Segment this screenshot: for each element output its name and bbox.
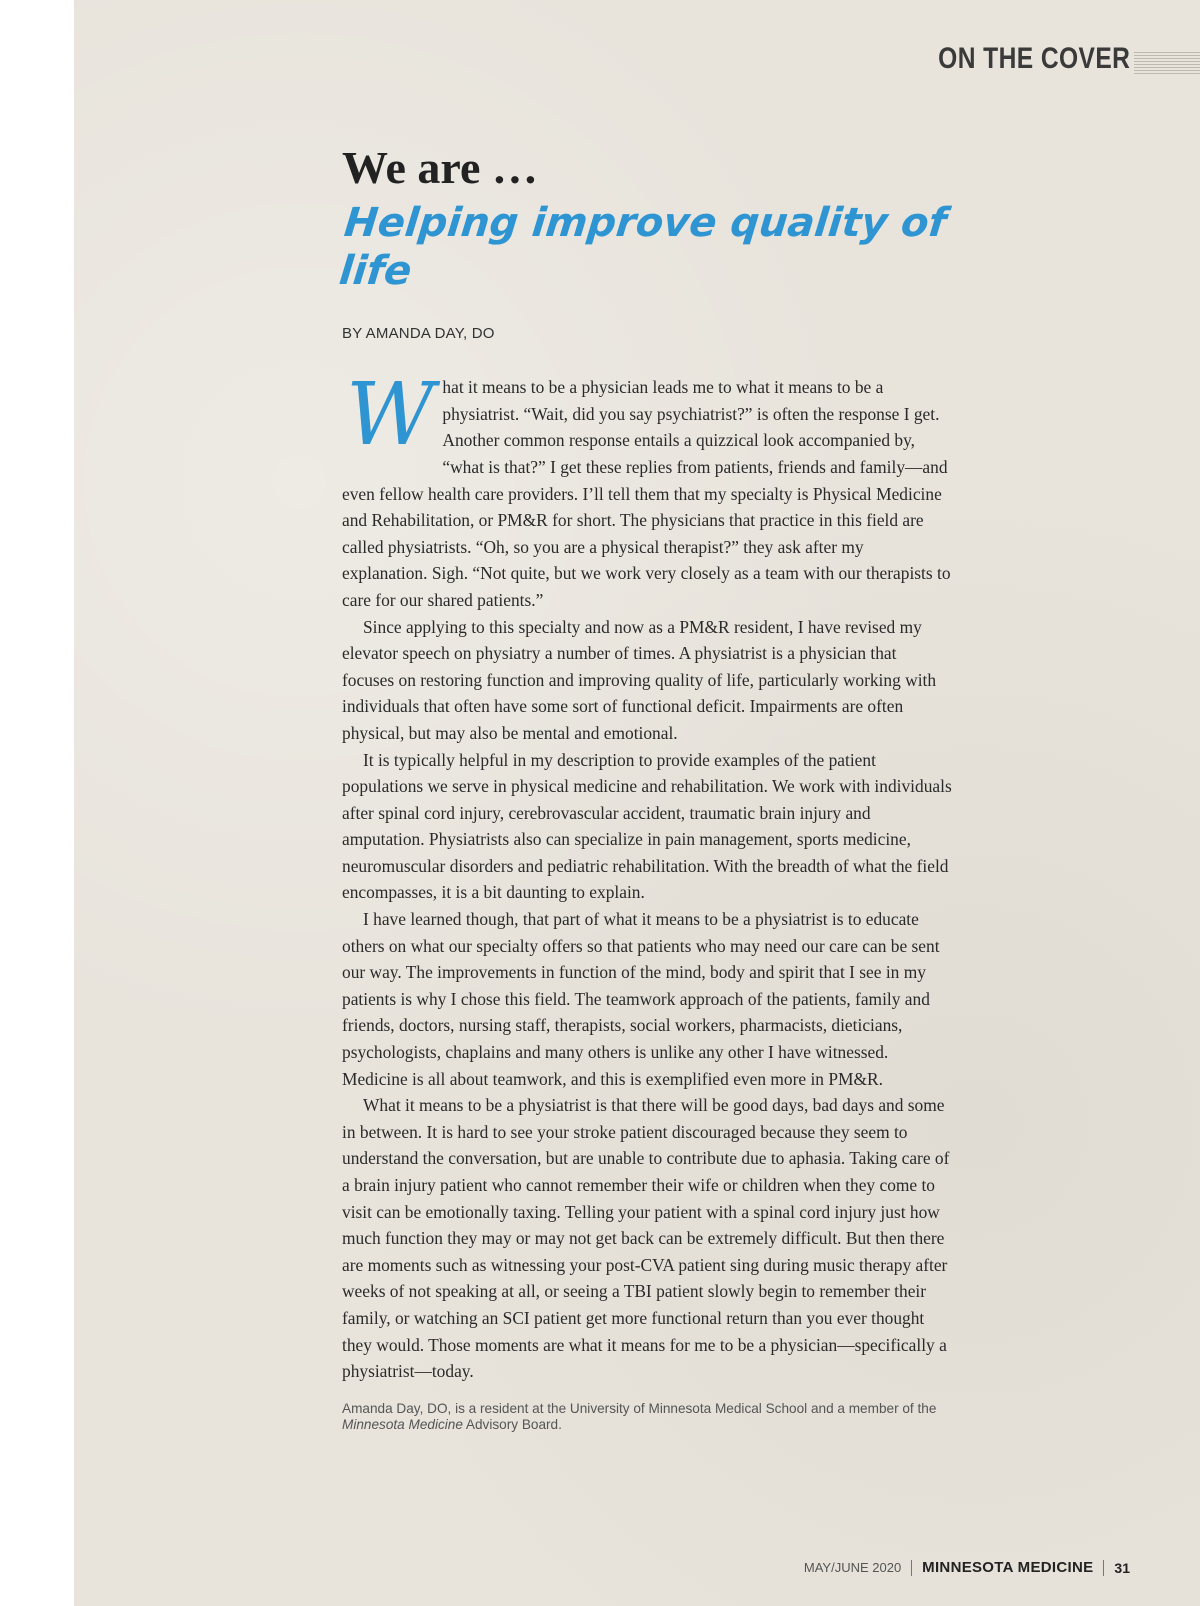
page-number: 31 <box>1114 1559 1130 1576</box>
drop-cap: W <box>346 365 435 466</box>
article-title: We are … <box>342 142 538 193</box>
paragraph-3: It is typically helpful in my description to provide examples of the patient populations we serve in physical medicine and rehabilitation. We work with individuals after spinal cord injury, cerebrovascular accident, traumatic brain injury and amputation. Physiatrists also can specialize in pain management, sports medicine, neuromuscular disorders and pediatric rehabilitation. With the breadth of what the field encompasses, it is a bit daunting to explain. <box>342 749 952 903</box>
section-label: ON THE COVER <box>937 42 1130 75</box>
bio-text-end: Advisory Board. <box>462 1416 562 1432</box>
footer-divider <box>1103 1560 1104 1576</box>
paragraph-4: I have learned though, that part of what it means to be a physiatrist is to educate others on what our specialty offers so that patients who may need our care can be sent our way. The improvements in function of the mind, body and spirit that I see in my patients is why I chose this field. The teamwork approach of the patients, family and friends, doctors, nursing staff, therapists, social workers, pharmacists, dieticians, psychologists, chaplains and many others is unlike any other I have witnessed. Medicine is all about teamwork, and this is exemplified even more in PM&R. <box>342 909 940 1089</box>
magazine-name: MINNESOTA MEDICINE <box>922 1559 1094 1576</box>
bio-publication-name: Minnesota Medicine <box>342 1416 463 1432</box>
bio-text-start: Amanda Day, DO, is a resident at the University of Minnesota Medical School and a member of the <box>342 1400 937 1416</box>
article <box>337 140 952 1433</box>
paragraph-1-text: hat it means to be a physician leads me to what it means to be a physiatrist. “Wait, did you say psychiatrist?” is often the response I get. Another common response entails a quizzical look accompanied by, “what is that?” I get these replies from patients, friends and family—and even fellow health care providers. I’ll tell them that my specialty is Physical Medicine and Rehabilitation, or PM&R for short. The physicians that practice in this field are called physiatrists. “Oh, so you are a physical therapist?” they ask after my explanation. Sigh. “Not quite, but we work very closely as a team with our therapists to care for our shared patients.” <box>342 377 951 610</box>
paragraph-2: Since applying to this specialty and now as a PM&R resident, I have revised my elevator speech on physiatry a number of times. A physiatrist is a physician that focuses on restoring function and improving quality of life, particularly working with individuals that often have some sort of functional deficit. Impairments are often physical, but may also be mental and emotional. <box>342 616 937 743</box>
article-subtitle: Helping improve quality of life <box>337 200 949 295</box>
section-label-bar <box>1134 52 1200 76</box>
page-footer <box>804 1559 1130 1576</box>
footer-divider <box>911 1560 912 1576</box>
paragraph-5: What it means to be a physiatrist is that there will be good days, bad days and some in between. It is hard to see your stroke patient discouraged because they seem to understand the conversation, but are unable to contribute due to aphasia. Taking care of a brain injury patient who cannot remember their wife or children when they come to visit can be emotionally taxing. Telling your patient with a spinal cord injury just how much function they may or may not get back can be extremely difficult. But then there are moments such as witnessing your post-CVA patient sing during music therapy after weeks of not speaking at all, or seeing a TBI patient slowly begin to remember their family, or watching an SCI patient get more functional return than you ever thought they would. Those moments are what it means for me to be a physician—specifically a physiatrist—today. <box>342 1095 950 1382</box>
paragraph-1 <box>342 365 952 613</box>
author-bio <box>342 1401 952 1433</box>
magazine-page <box>74 0 1200 1606</box>
article-body <box>342 365 952 1385</box>
byline: BY AMANDA DAY, DO <box>342 325 495 343</box>
issue-date: MAY/JUNE 2020 <box>803 1560 902 1575</box>
